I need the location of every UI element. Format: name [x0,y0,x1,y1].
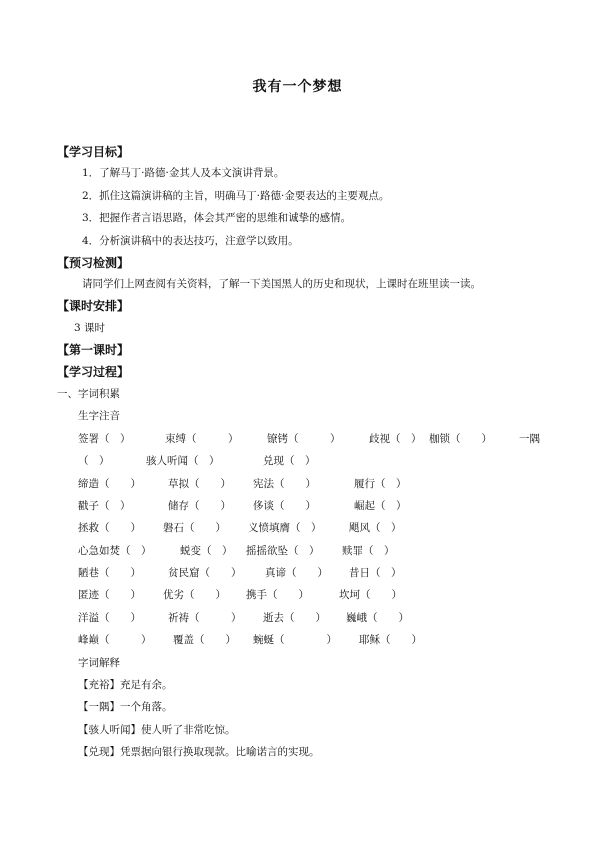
word-item: 枷锁（ ） [429,433,492,445]
word-item: 坎坷（ ） [339,589,402,601]
word-item: 心急如焚（ ） [78,545,152,557]
goal-item: 3．把握作者言语思路，体会其严密的思维和诚挚的感情。 [82,212,352,224]
word-item: 拯救（ ） [78,522,141,534]
word-item: 贫民窟（ ） [168,567,242,579]
goal-item: 4．分析演讲稿中的表达技巧，注意学以致用。 [82,235,299,247]
word-item: 洋溢（ ） [78,612,141,624]
section-heading-goals: 【学习目标】 [57,145,130,159]
word-item: 覆盖（ ） [173,634,236,646]
word-item: 磐石（ ） [163,522,226,534]
word-item: 兑现（ ） [263,455,316,467]
word-item: 巍峨（ ） [346,612,409,624]
word-item: 赎罪（ ） [342,545,395,557]
definition-item: 【骇人听闻】使人听了非常吃惊。 [78,724,236,736]
goal-item: 2．抓住这篇演讲稿的主旨，明确马丁·路德·金要表达的主要观点。 [82,190,390,202]
word-item: 蜿蜒（ ） [253,634,337,646]
word-item: 逝去（ ） [263,612,326,624]
word-item: 束缚（ ） [165,433,239,445]
word-item: 储存（ ） [168,500,231,512]
word-item: 宪法（ ） [253,478,316,490]
word-item: 祈祷（ ） [168,612,242,624]
word-item: 飓风（ ） [349,522,402,534]
word-item: 摇摇欲坠（ ） [246,545,320,557]
schedule-text: 3 课时 [74,322,106,334]
word-item: 真谛（ ） [265,567,328,579]
definitions-heading: 字词解释 [78,657,120,669]
definition-item: 【兑现】凭票据向银行换取现款。比喻诺言的实现。 [78,746,320,758]
definition-item: 【一隅】一个角落。 [78,701,173,713]
word-item: 崛起（ ） [354,500,407,512]
word-item: 义愤填膺（ ） [248,522,322,534]
word-item: 陋巷（ ） [78,567,141,579]
word-item: 侈谈（ ） [253,500,316,512]
word-item: 一隅 [519,433,540,445]
word-item: 骇人听闻（ ） [146,455,220,467]
section-heading-first-lesson: 【第一课时】 [57,343,130,357]
definition-item: 【充裕】充足有余。 [78,679,173,691]
section-heading-process: 【学习过程】 [57,365,130,379]
word-item: 戳子（ ） [78,500,131,512]
word-item: 耶稣（ ） [359,634,422,646]
word-item: 缔造（ ） [78,478,141,490]
word-item: 携手（ ） [246,589,309,601]
word-item: （ ） [78,455,110,467]
word-item: 草拟（ ） [168,478,231,490]
pinyin-heading: 生字注音 [78,410,120,422]
section-heading-preview: 【预习检测】 [57,256,130,270]
word-item: 签署（ ） [78,433,131,445]
word-item: 履行（ ） [354,478,407,490]
section-heading-schedule: 【课时安排】 [57,299,130,313]
process-heading: 一、字词积累 [57,388,120,400]
page-title: 我有一个梦想 [252,79,343,95]
word-item: 昔日（ ） [349,567,402,579]
goal-item: 1．了解马丁·路德·金其人及本文演讲背景。 [82,167,285,179]
word-item: 优劣（ ） [163,589,226,601]
word-item: 镣铐（ ） [267,433,341,445]
word-item: 峰巅（ ） [78,634,152,646]
word-item: 歧视（ ） [369,433,422,445]
word-item: 蜕变（ ） [180,545,233,557]
preview-text: 请同学们上网查阅有关资料，了解一下美国黑人的历史和现状，上课时在班里读一读。 [82,278,481,290]
word-item: 匿迹（ ） [78,589,141,601]
